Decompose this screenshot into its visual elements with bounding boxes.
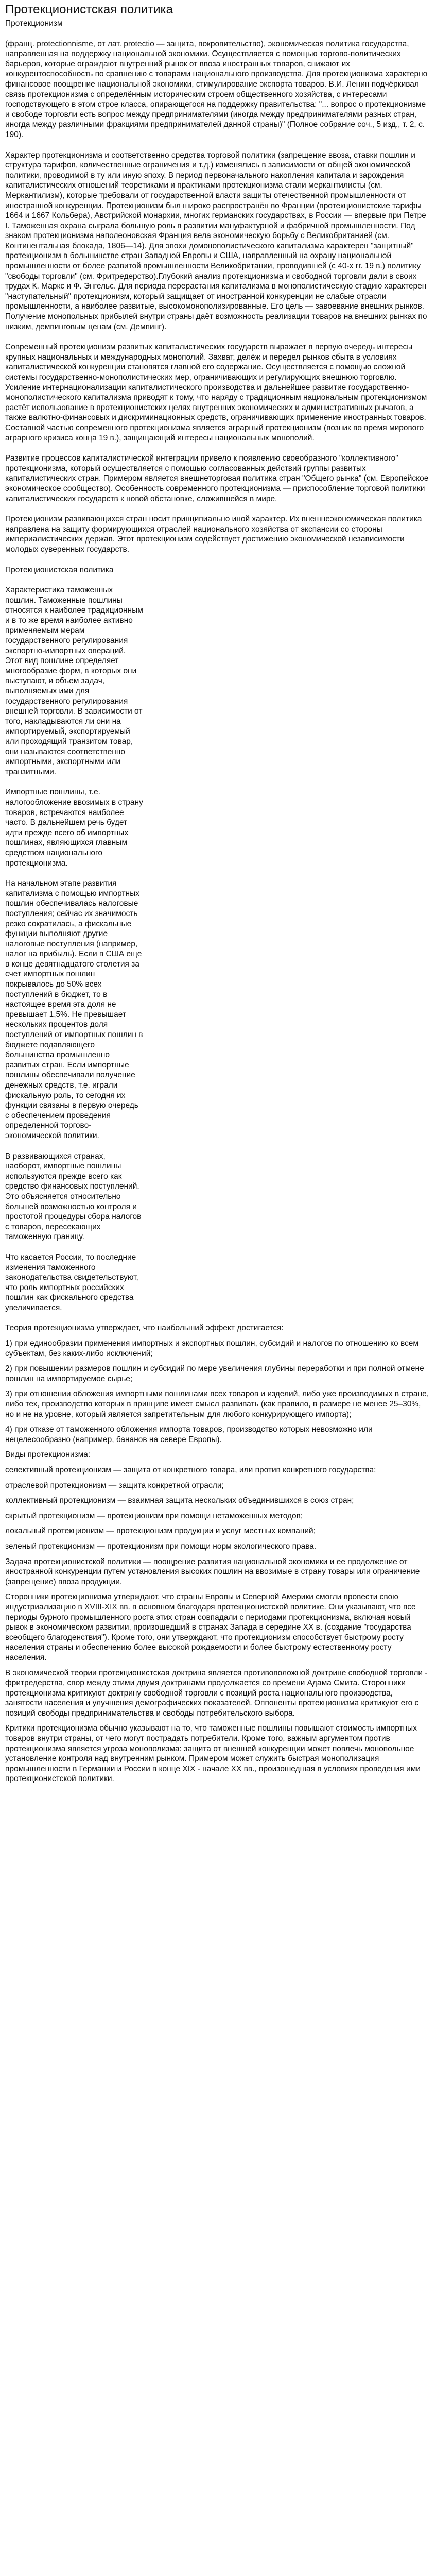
types-intro: Виды протекционизма: xyxy=(5,1450,91,1460)
closing-paragraph-1: Задача протекционистской политики — поощрение развития национальной экономики и ее продолжение от иностранной конкуренции путем установления высоких пошлин на ввозимые в страну товары или ограничение (запрещение) ввоза продукции. xyxy=(5,1557,420,1586)
closing-paragraph-4: Критики протекционизма обычно указывают на то, что таможенные пошлины повышают стоимость импортных товаров внутри страны, от чего могут пострадать потребители. Кроме того, важным аргументом против протекционизма является угроза монополизма: защита от внешней конкуренции может повлечь монопольное установление контроля над внутренним рынком. Примером может служить быстрая монополизация промышленности в Германии и России в конце XIX - начале XX вв., произошедшая в условиях проведения ими протекционистской политики. xyxy=(5,1724,421,1784)
theory-point-3: 3) при отношении обложения импортными пошлинами всех товаров и изделий, либо уже производимых в стране, либо тех, производство которых в принципе имеет смысл развивать (как правило, в размере не менее 25–30%, но и не на уровне, который является запретительным для любого конкурирующего импорта); xyxy=(5,1389,429,1419)
closing-block xyxy=(5,1557,431,1784)
tariff-paragraph-5: Что касается России, то последние изменения таможенного законодательства свидетельствуют, что роль импортных российских пошлин как фискального средства увеличивается. xyxy=(5,1252,138,1312)
closing-paragraph-3: В экономической теории протекционистская доктрина является противоположной доктрине свободной торговли - фритредерства, спор между этими двумя доктринами продолжается со времени Адама Смита. Сторонники протекционизма критикуют доктрину свободной торговли с позиций роста национального производства, занятости населения и улучшения демографических показателей. Оппоненты протекционизма критикуют его с позиций свободы предпринимательства и свободы потребительского выбора. xyxy=(5,1668,428,1718)
intro-paragraph-3: Современный протекционизм развитых капиталистических государств выражает в первую очередь интересы крупных национальных и международных монополий. Захват, делёж и передел рынков сбыта в условиях капиталистической конкуренции становятся главной его содержание. Осуществляется с помощью сложной системы государственно-монополистических мер, ограничивающих и регулирующих внешнюю торговлю. Усиление интернационализации капиталистического производства и дальнейшее развитие государственно-монополистического капитализма приводят к тому, что наряду с традиционным национальным протекционизмом растёт использование в протекционистских целях внутренних экономических и административных рычагов, а также валютно-финансовых и дискриминационных средств, ограничивающих применение иностранных товаров. Составной частью современного протекционизма является аграрный протекционизм (возник во время мирового аграрного кризиса конца 19 в.), защищающий интересы национальных монополий. xyxy=(5,343,427,443)
type-item-green: зеленый протекционизм — протекционизм при помощи норм экологического права. xyxy=(5,1541,317,1551)
intro-paragraph-2: Характер протекционизма и соответственно средства торговой политики (запрещение ввоза, ставки пошлин и структура тарифов, количественные ограничения и т.д.) изменялись в зависимости от общей экономической политики, проводимой в ту или иную эпоху. В период первоначального накопления капитала и зарождения капиталистических отношений теоретиками и практиками протекционизма стали меркантилисты (см. Меркантилизм), которые требовали от государственной власти защиты отечественной промышленности от иностранной конкуренции. Протекционизм был широко распространён во Франции (протекционистские тарифы 1664 и 1667 Кольбера), Австрийской монархии, многих германских государствах, в России — впервые при Петре I. Таможенная охрана сыграла большую роль в развитии мануфактурной и фабричной промышленности. Под знаком протекционизма наполеоновская Франция вела экономическую борьбу с Великобританией (см. Континентальная блокада, 1806—14). Для эпохи домонополистического капитализма характерен "защитный" протекционизм в большинстве стран Западной Европы и США, направленный на охрану национальной промышленности от более развитой промышленности Великобритании, проводившей (с 40-х гг. 19 в.) политику "свободы торговли" (см. Фритредерство).Глубокий анализ протекционизма и свободной торговли дали в своих трудах К. Маркс и Ф. Энгельс. Для периода перерастания капитализма в монополистическую стадию характерен "наступательный" протекционизм, который защищает от иностранной конкуренции не слабые отрасли промышленности, а наиболее развитые, высокомонополизированные. Его цель — завоевание внешних рынков. Получение монопольных прибылей внутри страны даёт возможность реализации товаров на внешних рынках по низким, демпинговым ценам (см. Демпинг). xyxy=(5,150,427,331)
closing-paragraph-2: Сторонники протекционизма утверждают, что страны Европы и Северной Америки смогли провести свою индустриализацию в XVIII-XIX вв. в основном благодаря протекционистской политике. Они указывают, что все периоды бурного промышленного роста этих стран совпадали с периодами протекционизма, включая новый рывок в экономическом развитии, произошедший в странах Запада в середине XX в. (создание "государства всеобщего благоденствия"). Кроме того, они утверждают, что протекционизм способствует быстрому росту населения страны и обеспечению более высокой рождаемости и более быстрому естественному росту населения. xyxy=(5,1592,416,1662)
narrow-column xyxy=(5,585,143,1313)
type-item-sectoral: отраслевой протекционизм — защита конкретной отрасли; xyxy=(5,1481,224,1490)
types-block xyxy=(5,1450,431,1551)
theory-intro: Теория протекционизма утверждает, что наибольший эффект достигается: xyxy=(5,1324,284,1333)
section-title: Протекционистская политика xyxy=(5,565,114,574)
page-title: Протекционистская политика xyxy=(5,3,173,16)
theory-point-2: 2) при повышении размеров пошлин и субсидий по мере увеличения глубины переработки и при полной отмене пошлин на импортируемое сырье; xyxy=(5,1364,424,1383)
theory-point-4: 4) при отказе от таможенного обложения импорта товаров, производство которых невозможно или нецелесообразно (например, бананов на севере Европы). xyxy=(5,1425,373,1444)
tariff-paragraph-1: Характеристика таможенных пошлин. Таможенные пошлины относятся к наиболее традиционным и в то же время наиболее активно применяемым мерам государственного регулирования экспортно-импортных операций. Этот вид пошлине определяет многообразие форм, в которых они выступают, и объем задач, выполняемых ими для государственного регулирования внешней торговли. В зависимости от того, накладываются ли они на импортируемый, экспортируемый или проходящий транзитом товар, они называются соответственно импортными, экспортными или транзитными. xyxy=(5,586,143,776)
article-subtitle: Протекционизм xyxy=(5,19,63,28)
intro-paragraph-1: (франц. protectionnisme, от лат. protectio — защита, покровительство), экономическая политика государства, направленная на поддержку национальной экономики. Осуществляется с помощью торгово-политических барьеров, которые ограждают внутренний рынок от ввоза иностранных товаров, снижают их конкурентоспособность по сравнению с товарами национального производства. Для протекционизма характерно финансовое поощрение национальной экономики, стимулирование экспорта товаров. В.И. Ленин подчёркивал связь протекционизма с определённым историческим строем общественного хозяйства, с интересами господствующего в этом строе класса, опирающегося на поддержку правительства: "... вопрос о протекционизме и свободе торговли есть вопрос между предпринимателями (иногда между предпринимателями разных стран, иногда между различными фракциями предпринимателей данной страны)" (Полное собрание соч., 5 изд., т. 2, с. 190). xyxy=(5,39,428,139)
intro-paragraph-4: Развитие процессов капиталистической интеграции привело к появлению своеобразного "коллективного" протекционизма, который осуществляется с помощью согласованных действий группы развитых капиталистических стран. Примером является внешнеторговая политика стран "Общего рынка" (см. Европейское экономическое сообщество). Особенность современного протекционизма — приспособление торговой политики капиталистических государств к новой обстановке, сложившейся в мире. xyxy=(5,454,429,503)
type-item-hidden: скрытый протекционизм — протекционизм при помощи нетаможенных методов; xyxy=(5,1511,303,1520)
theory-block xyxy=(5,1323,431,1445)
type-item-local: локальный протекционизм — протекционизм продукции и услуг местных компаний; xyxy=(5,1527,316,1536)
intro-paragraph-5: Протекционизм развивающихся стран носит принципиально иной характер. Их внешнеэкономическая политика направлена на защиту формирующихся отраслей национального хозяйства от экспансии со стороны империалистических держав. Этот протекционизм содействует достижению экономической независимости молодых суверенных государств. xyxy=(5,515,422,554)
type-item-collective: коллективный протекционизм — взаимная защита нескольких объединившихся в союз стран; xyxy=(5,1496,354,1505)
type-item-selective: селективный протекционизм — защита от конкретного товара, или против конкретного государства; xyxy=(5,1466,376,1475)
tariff-paragraph-4: В развивающихся странах, наоборот, импортные пошлины используются прежде всего как средство финансовых поступлений. Это объясняется относительно большей возможностью контроля и простотой процедуры сбора налогов с товаров, пересекающих таможенную границу. xyxy=(5,1151,142,1242)
theory-point-1: 1) при единообразии применения импортных и экспортных пошлин, субсидий и налогов по отношению ко всем субъектам, без каких-либо исключений; xyxy=(5,1339,419,1358)
tariff-paragraph-2: Импортные пошлины, т.е. налогообложение ввозимых в страну товаров, встречаются наиболее часто. В дальнейшем речь будет идти прежде всего об импортных пошлинах, являющихся главным средством национального протекционизма. xyxy=(5,788,143,868)
tariff-paragraph-3: На начальном этапе развития капитализма с помощью импортных пошлин обеспечивалась налоговые поступления; сейчас их значимость резко сократилась, а фискальные функции выполняют другие налоговые поступления (например, налог на прибыль). Если в США еще в конце девятнадцатого столетия за счет импортных пошлин покрывалось до 50% всех поступлений в бюджет, то в настоящее время эта доля не превышает 1,5%. Не превышает нескольких процентов доля поступлений от импортных пошлин в бюджете подавляющего большинства промышленно развитых стран. Если импортные пошлины обеспечивали получение денежных средств, т.е. играли фискальную роль, то сегодня их функции связаны в первую очередь с обеспечением проведения определенной торгово-экономической политики. xyxy=(5,879,143,1140)
